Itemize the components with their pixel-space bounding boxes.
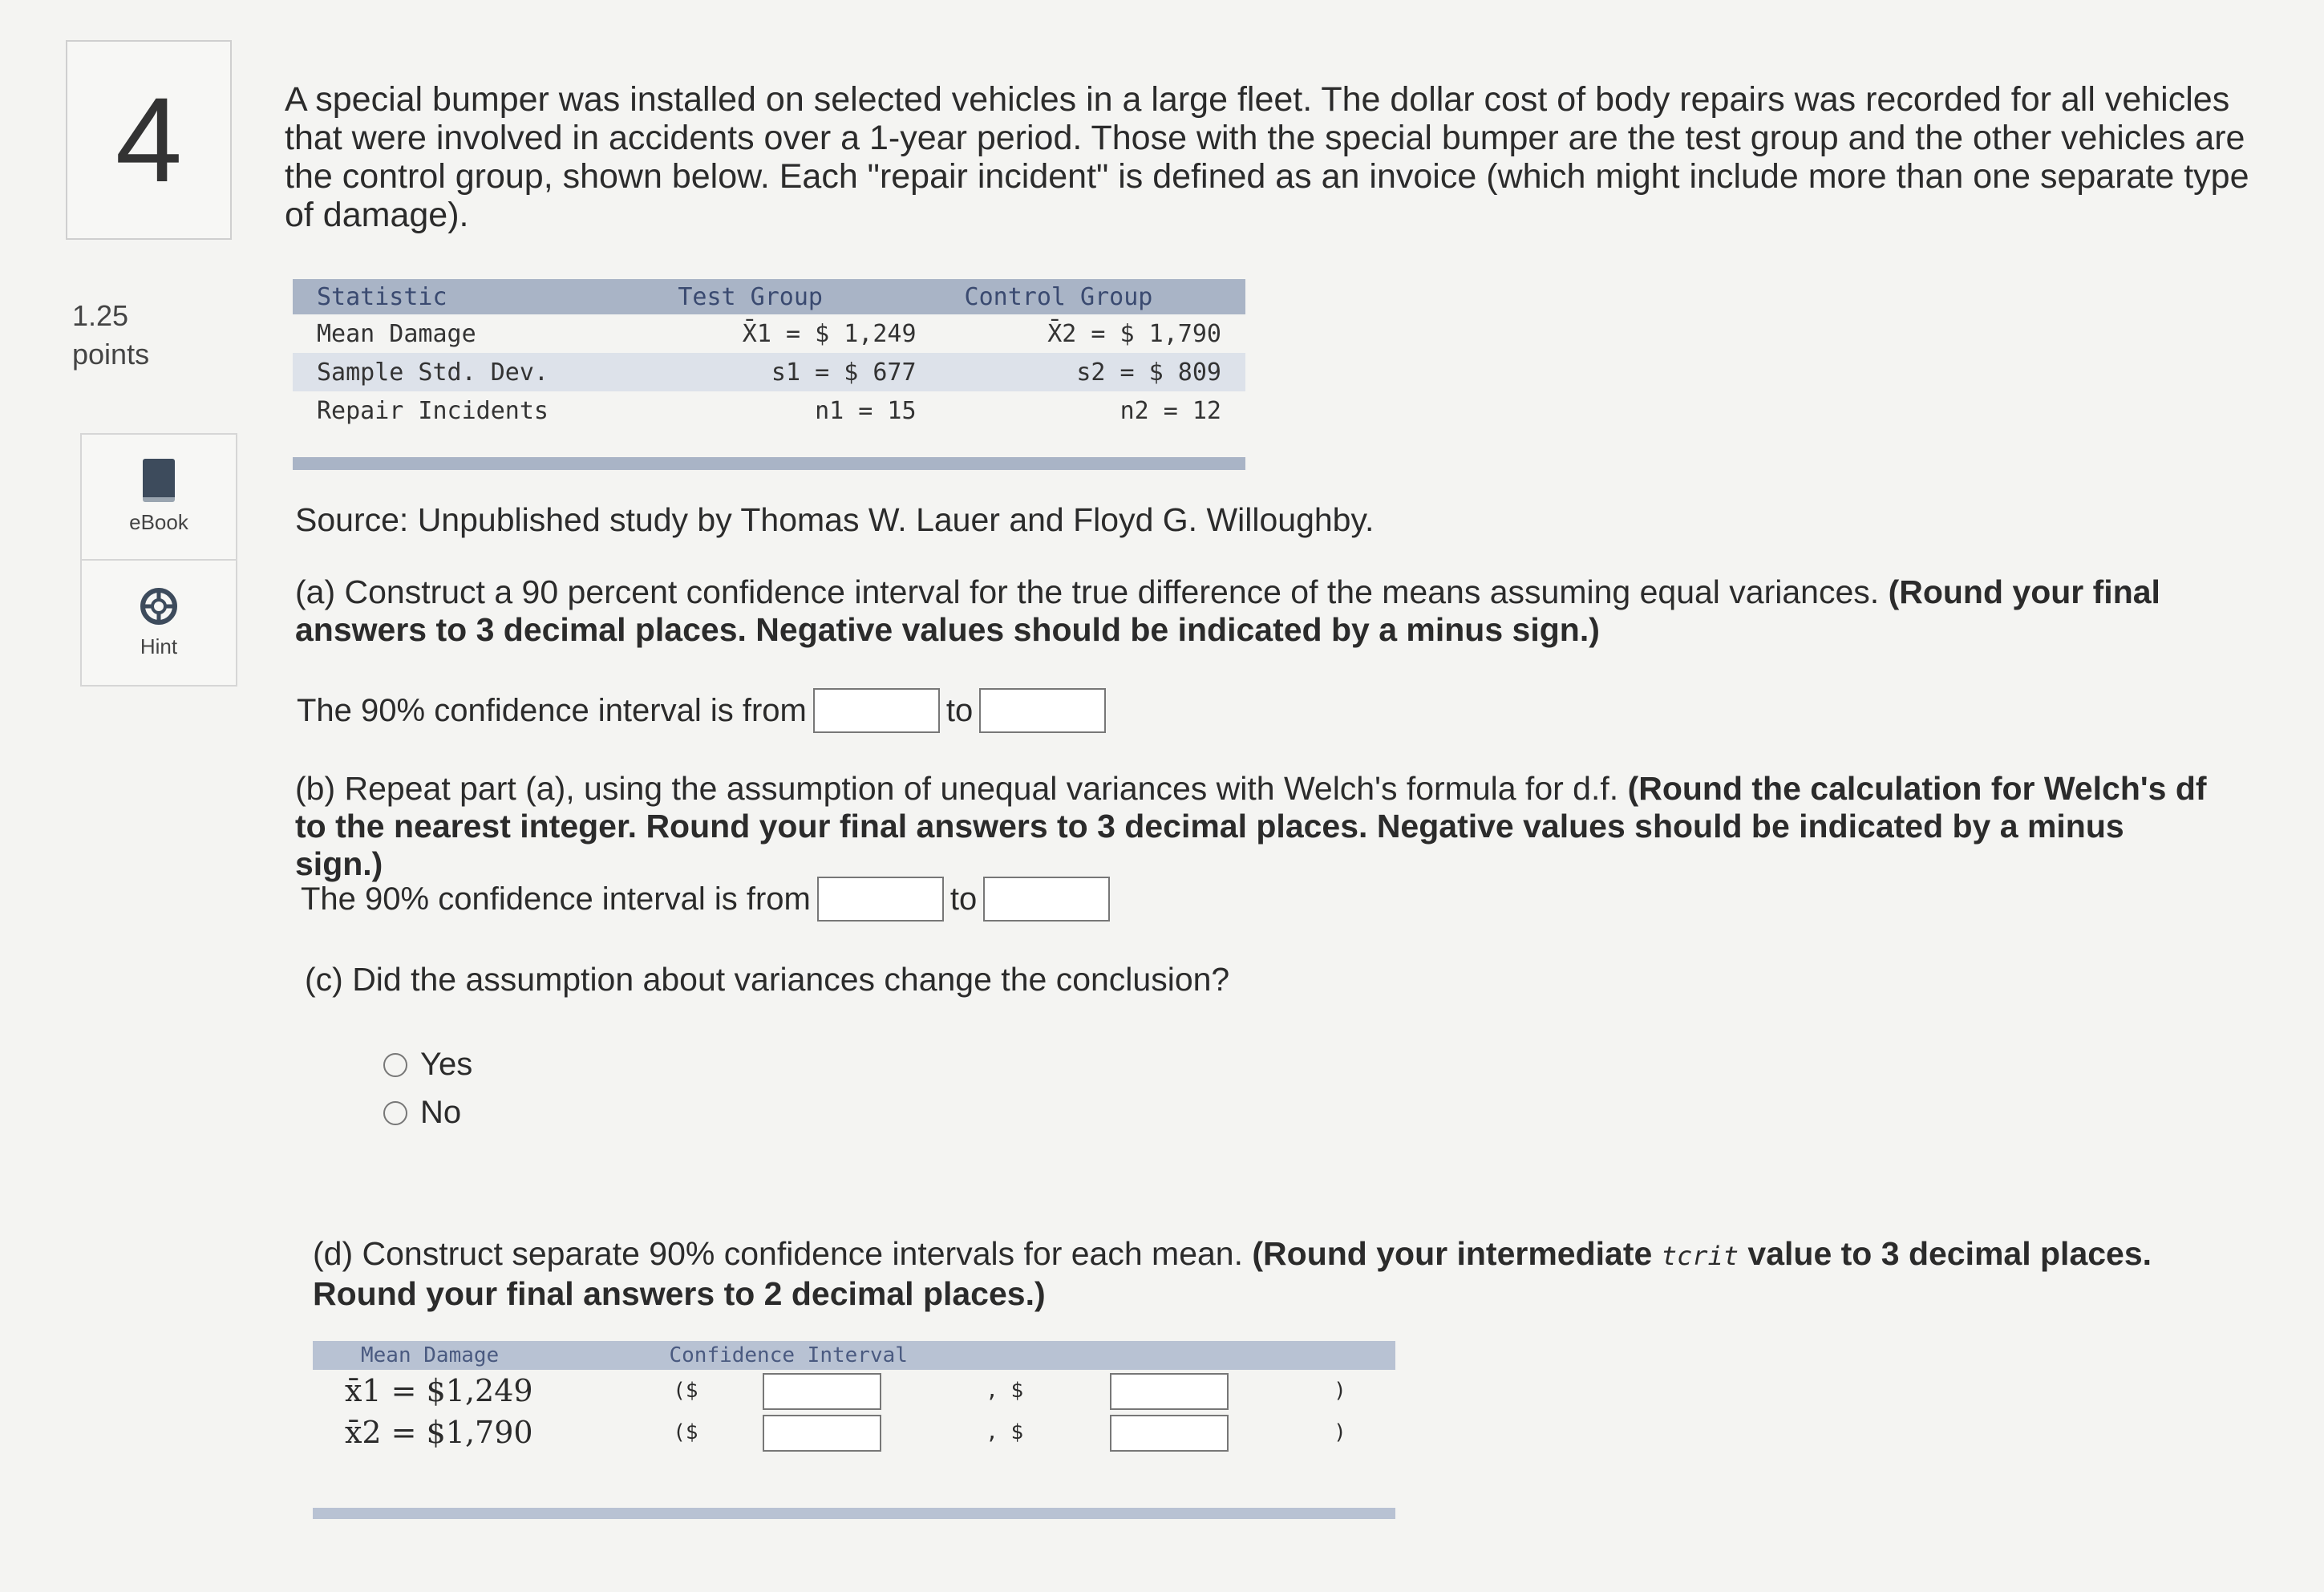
statistics-table: [293, 279, 1245, 430]
stats-row-n: [293, 391, 1245, 430]
radio-no-label: No: [420, 1095, 462, 1130]
part-a-prefix: The 90% confidence interval is from: [297, 692, 807, 728]
part-a-text: [295, 573, 2220, 649]
radio-circle-icon[interactable]: [383, 1053, 407, 1077]
hint-button[interactable]: [82, 559, 236, 685]
ci-mean-2: x̄2 = $1,790: [345, 1415, 533, 1450]
stats-header-control: Control Group: [941, 279, 1245, 314]
part-b-prefix: The 90% confidence interval is from: [301, 881, 811, 917]
part-b-answer-row: [301, 877, 1116, 922]
question-intro: A special bumper was installed on selected vehicles in a large fleet. The dollar cost of body repairs was recorded for all vehicles that were involved in accidents over a 1-year period. Those with the special bumper are the test group and the other vehicles are the control group, shown below. Each "repair incident" is defined as an invoice (which might include more than one separate type of damage).: [285, 80, 2249, 234]
stats-header-row: [293, 279, 1245, 314]
tcrit-symbol: tcrit: [1661, 1241, 1739, 1271]
part-b-instructions: (Round the calculation for Welch's df to the nearest integer. Round your final answers to 3 decimal places. Negative values should be indicated by a minus sign.): [295, 770, 2207, 882]
stats-cell: s1 = $ 677: [654, 353, 940, 391]
stats-cell: Repair Incidents: [317, 396, 549, 425]
ci-row-1: [313, 1370, 1395, 1412]
ci-header-interval: Confidence Interval: [621, 1341, 1395, 1370]
ci-row-2: [313, 1412, 1395, 1453]
part-a-mid: to: [945, 692, 974, 728]
stats-cell: n2 = 12: [1119, 396, 1221, 425]
radio-yes-label: Yes: [420, 1047, 473, 1082]
stats-cell: X̄1 = $ 1,249: [742, 319, 917, 348]
ci-lower-input-2[interactable]: [763, 1415, 881, 1452]
stats-row-std: [293, 353, 1245, 391]
ci-upper-input-2[interactable]: [1110, 1415, 1229, 1452]
stats-cell: Sample Std. Dev.: [293, 353, 654, 391]
stats-cell: X̄2 = $ 1,790: [1047, 319, 1221, 348]
stats-header-statistic: Statistic: [293, 279, 654, 314]
question-body: [285, 80, 2249, 234]
ebook-label: eBook: [129, 510, 188, 534]
ci-upper-input-1[interactable]: [1110, 1373, 1229, 1410]
ci-header-row: [313, 1341, 1395, 1370]
ci-table-footer: [313, 1508, 1395, 1519]
part-b-lower-input[interactable]: [817, 877, 944, 922]
stats-cell: n1 = 15: [815, 396, 917, 425]
ci-open-2: ($: [673, 1420, 698, 1444]
stats-header-test: Test Group: [654, 279, 940, 314]
confidence-interval-table: [313, 1341, 1395, 1453]
ebook-button[interactable]: [82, 435, 236, 559]
part-d-instructions-1: (Round your intermediate: [1252, 1235, 1653, 1272]
tools-panel: [80, 433, 237, 687]
hint-label: Hint: [140, 634, 178, 658]
ci-header-mean: Mean Damage: [313, 1341, 621, 1370]
part-a-instructions: (Round your final answers to 3 decimal places. Negative values should be indicated by a minus sign.): [295, 573, 2160, 648]
part-a-upper-input[interactable]: [979, 688, 1106, 733]
ci-mean-1: x̄1 = $1,249: [345, 1373, 533, 1408]
radio-yes[interactable]: [383, 1047, 472, 1083]
source-text: Source: Unpublished study by Thomas W. Lauer and Floyd G. Willoughby.: [295, 501, 1375, 538]
part-b-text: [295, 770, 2220, 883]
part-b-mid: to: [949, 881, 978, 917]
ci-close-1: ): [1334, 1379, 1346, 1403]
points-display: [72, 297, 149, 374]
ci-close-2: ): [1334, 1420, 1346, 1444]
stats-cell: Mean Damage: [317, 319, 476, 348]
radio-no[interactable]: [383, 1095, 461, 1131]
part-d-text: [313, 1235, 2237, 1313]
question-number: 4: [66, 40, 232, 240]
part-a-answer-row: [297, 688, 1112, 733]
part-b-question: (b) Repeat part (a), using the assumption of unequal variances with Welch's formula for d.f.: [295, 770, 1619, 807]
radio-circle-icon[interactable]: [383, 1101, 407, 1125]
part-a-question: (a) Construct a 90 percent confidence interval for the true difference of the means assuming equal variances.: [295, 573, 1880, 610]
ci-open-1: ($: [673, 1379, 698, 1403]
stats-cell: s2 = $ 809: [941, 353, 1245, 391]
ci-sep-2: , $: [986, 1420, 1024, 1444]
lifebuoy-icon: [139, 586, 179, 626]
part-a-lower-input[interactable]: [813, 688, 940, 733]
points-value: 1.25: [72, 299, 129, 332]
ci-sep-1: , $: [986, 1379, 1024, 1403]
part-d-instructions-2: value to 3 decimal places. Round your final answers to 2 decimal places.): [313, 1235, 2152, 1312]
part-d-question: (d) Construct separate 90% confidence intervals for each mean.: [313, 1235, 1243, 1272]
part-c-text: (c) Did the assumption about variances change the conclusion?: [305, 961, 1230, 998]
stats-table-footer: [293, 457, 1245, 470]
part-b-upper-input[interactable]: [983, 877, 1110, 922]
book-icon: [143, 459, 175, 502]
ci-lower-input-1[interactable]: [763, 1373, 881, 1410]
points-label: points: [72, 338, 150, 371]
stats-row-mean: [293, 314, 1245, 353]
